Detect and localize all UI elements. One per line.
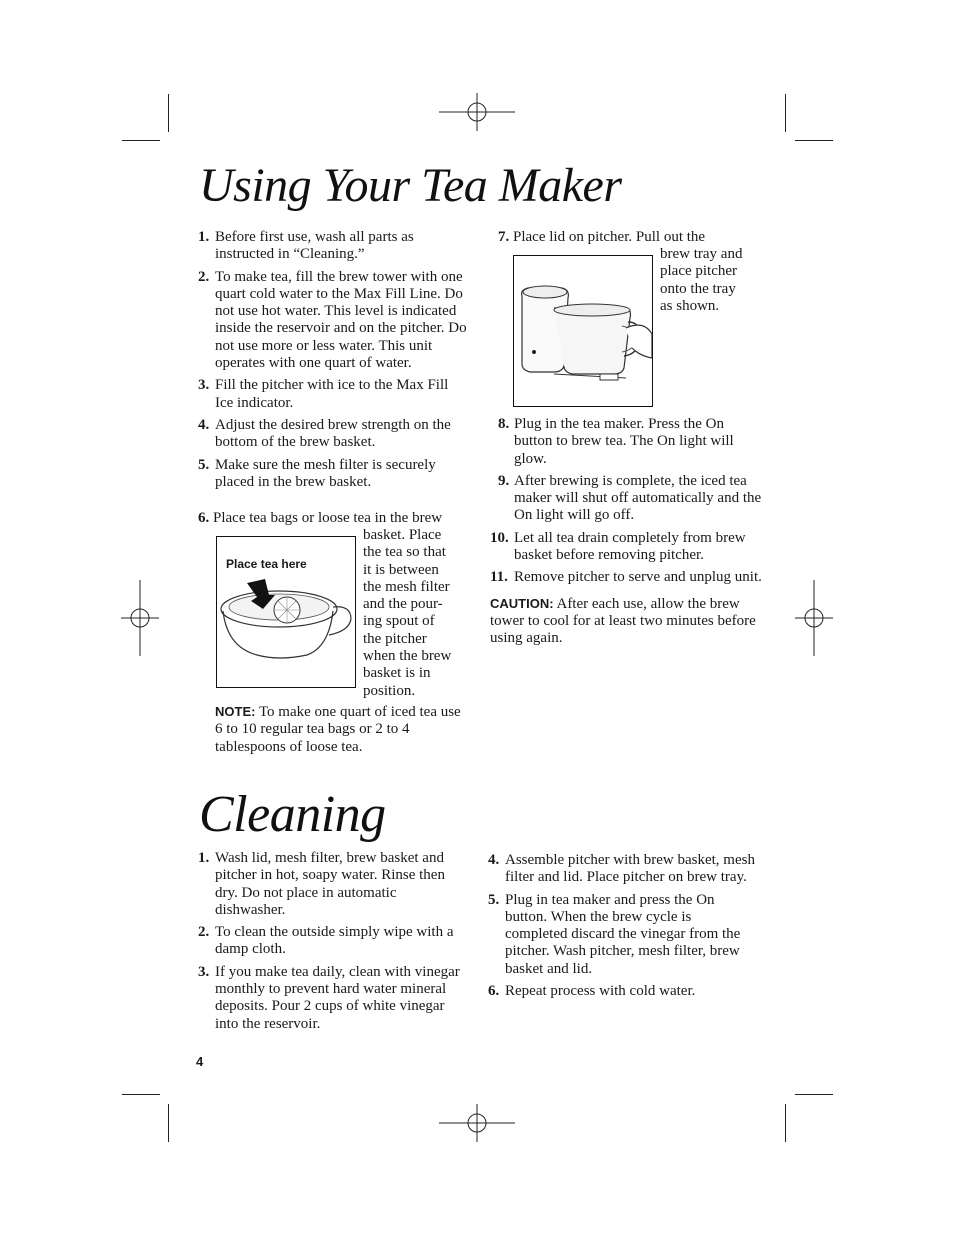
list-item [490, 473, 766, 525]
list-item [198, 269, 470, 373]
list-item [198, 229, 470, 264]
item-text: Let all tea drain completely from brew basket before removing pitcher. [514, 529, 746, 564]
item-text: After brewing is complete, the iced tea maker will shut off automatically and the On light will go off. [514, 472, 762, 524]
list-item [198, 964, 460, 1033]
crop-mark-bottom-right-v [785, 1104, 786, 1142]
item-number: 1. [198, 850, 210, 866]
wrap-line: place pitcher [660, 263, 738, 280]
registration-mark-left [121, 580, 159, 656]
item-text: Adjust the desired brew strength on the bottom of the brew basket. [215, 416, 451, 451]
item-text: Remove pitcher to serve and unplug unit. [514, 569, 762, 586]
item-number: 6. [488, 983, 500, 1000]
list-item [198, 457, 470, 492]
item-text: Plug in tea maker and press the On button. When the brew cycle is completed discard the vinegar from the pitcher. Wash pitcher, mesh filter, brew basket and lid. [505, 891, 741, 977]
item-text: Fill the pitcher with ice to the Max Fill Ice indicator. [215, 377, 449, 411]
item-number: 2. [198, 268, 210, 285]
item-text: To make tea, fill the brew tower with one quart cold water to the Max Fill Line. Do not use hot water. This level is indicated inside the reservoir and on the pitcher. Do not use more or less water. This unit operates with one quart of water. [215, 268, 467, 372]
wrap-line: it is between [363, 561, 439, 578]
wrap-line: basket. Place [363, 527, 442, 543]
item-text: Wash lid, mesh filter, brew basket and pitcher in hot, soapy water. Rinse then dry. Do not place in automatic dishwasher. [215, 850, 445, 918]
item-number: 5. [198, 456, 210, 473]
list-item [198, 417, 470, 452]
list-item [488, 852, 756, 887]
crop-mark-bottom-left-h [122, 1094, 160, 1095]
wrap-line: brew tray and [660, 246, 743, 262]
item-number: 7. [498, 229, 510, 245]
item-text: Before first use, wash all parts as instructed in “Cleaning.” [215, 229, 414, 263]
item-number: 4. [198, 416, 210, 433]
crop-mark-top-right-v [785, 94, 786, 132]
item-number: 9. [498, 472, 510, 489]
pitcher-illustration [514, 256, 652, 406]
figure-pitcher-on-tray [513, 255, 653, 407]
wrap-line: position. [363, 682, 416, 699]
registration-mark-top [439, 93, 515, 131]
item-text: If you make tea daily, clean with vinegar monthly to prevent hard water mineral deposits. Pour 2 cups of white vinegar into the reservoir. [215, 963, 460, 1032]
section-title-using: Using Your Tea Maker [199, 159, 622, 212]
list-item [490, 416, 766, 468]
item-number: 4. [488, 852, 500, 868]
note-block [215, 703, 467, 756]
brew-basket-illustration [217, 577, 355, 667]
item-text: Repeat process with cold water. [505, 983, 696, 1000]
item-number: 5. [488, 891, 500, 908]
wrap-line: ing spout of [363, 613, 435, 630]
item-number: 2. [198, 924, 210, 941]
note-label: NOTE: [215, 704, 256, 719]
registration-mark-bottom [439, 1104, 515, 1142]
item-number: 8. [498, 416, 510, 432]
item-number: 3. [198, 377, 210, 394]
wrap-line: the mesh filter [363, 578, 450, 595]
cleaning-left-column [198, 850, 460, 1038]
wrap-line: the pitcher [363, 630, 427, 647]
list-item [490, 569, 766, 586]
figure-tea-basket [216, 536, 356, 688]
list-item [198, 850, 460, 919]
list-item [198, 924, 460, 959]
caution-block [490, 595, 766, 648]
item-7-first-line [498, 229, 768, 246]
crop-mark-top-right-h [795, 140, 833, 141]
crop-mark-bottom-left-v [168, 1104, 169, 1142]
item-number: 6. [198, 510, 210, 526]
page-number: 4 [196, 1054, 204, 1069]
wrap-line: when the brew [363, 648, 452, 665]
item-number: 10. [490, 529, 509, 546]
note-text: To make one quart of iced tea use 6 to 10 regular tea bags or 2 to 4 tablespoons of loose tea. [215, 704, 461, 755]
section-title-cleaning: Cleaning [199, 786, 386, 843]
item-number: 11. [490, 569, 508, 586]
list-item [490, 530, 766, 565]
caution-text: After each use, allow the brew tower to cool for at least two minutes before using again. [490, 595, 756, 647]
item-text: Place lid on pitcher. Pull out the [513, 229, 706, 245]
list-item [488, 983, 756, 1000]
crop-mark-top-left-h [122, 140, 160, 141]
crop-mark-top-left-v [168, 94, 169, 132]
item-text: Plug in the tea maker. Press the On button to brew tea. The On light will glow. [514, 416, 734, 467]
item-7-wrap-text [660, 246, 770, 315]
figure-label: Place tea here [226, 557, 307, 571]
list-item [198, 377, 470, 412]
item-text: Assemble pitcher with brew basket, mesh filter and lid. Place pitcher on brew tray. [505, 852, 755, 886]
wrap-line: basket is in [363, 665, 431, 682]
wrap-line: as shown. [660, 297, 720, 314]
list-item [488, 892, 756, 978]
crop-mark-bottom-right-h [795, 1094, 833, 1095]
wrap-line: the tea so that [363, 544, 446, 561]
item-6-wrap-text [363, 527, 473, 700]
using-right-column [490, 416, 766, 648]
registration-mark-right [795, 580, 833, 656]
wrap-line: onto the tray [660, 280, 736, 297]
item-text: To clean the outside simply wipe with a damp cloth. [215, 924, 454, 958]
caution-label: CAUTION: [490, 595, 554, 611]
item-text: Place tea bags or loose tea in the brew [213, 510, 443, 526]
item-number: 1. [198, 229, 210, 245]
item-number: 3. [198, 963, 210, 980]
item-6-first-line [198, 510, 473, 527]
cleaning-right-column [488, 852, 756, 1005]
item-text: Make sure the mesh filter is securely placed in the brew basket. [215, 456, 436, 490]
wrap-line: and the pour- [363, 596, 443, 613]
using-left-column [198, 229, 470, 496]
